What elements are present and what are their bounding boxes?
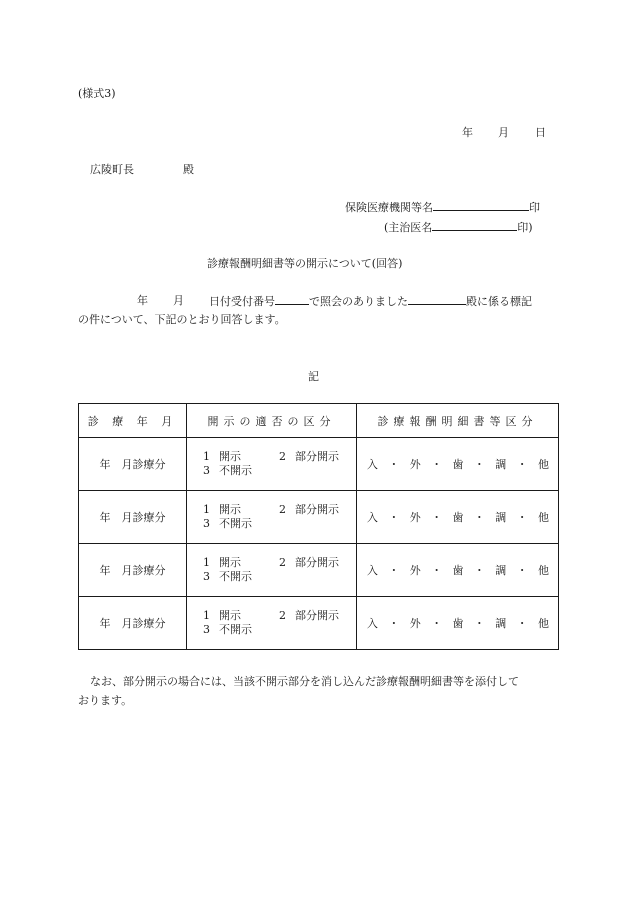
category-inpatient: 入: [367, 617, 378, 630]
body-line1-rest: [209, 292, 532, 309]
body-month: 月: [173, 294, 184, 307]
table-row: [79, 597, 559, 650]
option-number: 2: [279, 450, 286, 463]
doctor-label: (主治医名: [384, 221, 433, 234]
institution-line: [345, 198, 540, 215]
category-inpatient: 入: [367, 458, 378, 471]
separator: ・: [431, 564, 443, 577]
category-pharmacy: 調: [495, 617, 507, 630]
category-cell: [357, 597, 559, 650]
period-cell: 年 月診療分: [79, 438, 187, 491]
separator: ・: [431, 458, 443, 471]
separator: ・: [516, 617, 528, 630]
category-other: 他: [538, 458, 549, 471]
separator: ・: [473, 511, 485, 524]
separator: ・: [516, 564, 528, 577]
disclosure-options-cell: [187, 597, 357, 650]
disclosure-options-cell: [187, 438, 357, 491]
institution-name-blank: [433, 198, 529, 211]
category-dental: 歯: [452, 564, 464, 577]
category-dental: 歯: [452, 511, 464, 524]
option-nondisclose: 不開示: [219, 517, 252, 530]
option-number: 3: [203, 623, 210, 636]
option-number: 3: [203, 517, 210, 530]
disclosure-table: [78, 403, 559, 650]
body-line2: の件について、下記のとおり回答します。: [78, 313, 286, 326]
separator: ・: [516, 458, 528, 471]
addressee-name: 広陵町長: [90, 163, 134, 176]
category-outpatient: 外: [409, 458, 421, 471]
period-cell: 年 月診療分: [79, 597, 187, 650]
option-nondisclose: 不開示: [219, 623, 252, 636]
separator: ・: [431, 617, 443, 630]
date-month: 月: [498, 126, 509, 139]
period-cell: 年 月診療分: [79, 491, 187, 544]
category-cell: [357, 491, 559, 544]
institution-seal: 印: [529, 201, 540, 214]
table-row: [79, 438, 559, 491]
disclosure-options-cell: [187, 491, 357, 544]
category-pharmacy: 調: [495, 511, 507, 524]
receipt-number-blank: [275, 292, 309, 305]
addressee-honorific: 殿: [183, 163, 194, 176]
separator: ・: [516, 511, 528, 524]
category-pharmacy: 調: [495, 564, 507, 577]
option-disclose: 開示: [219, 503, 241, 516]
category-pharmacy: 調: [495, 458, 507, 471]
option-disclose: 開示: [219, 609, 241, 622]
option-partial: 部分開示: [295, 609, 339, 622]
table-row: [79, 544, 559, 597]
option-partial: 部分開示: [295, 450, 339, 463]
option-number: 1: [203, 609, 210, 622]
option-partial: 部分開示: [295, 503, 339, 516]
inquiry-text: で照会のありました: [309, 295, 408, 308]
option-number: 1: [203, 556, 210, 569]
body-year: 年: [137, 294, 148, 307]
receipt-label: 日付受付番号: [209, 295, 275, 308]
option-number: 2: [279, 503, 286, 516]
option-disclose: 開示: [219, 556, 241, 569]
header-category: 診療報酬明細書等区分: [357, 404, 559, 438]
note-line1: なお、部分開示の場合には、当該不開示部分を消し込んだ診療報酬明細書等を添付して: [90, 675, 519, 688]
option-nondisclose: 不開示: [219, 570, 252, 583]
category-other: 他: [538, 617, 549, 630]
option-number: 2: [279, 609, 286, 622]
document-title: 診療報酬明細書等の開示について(回答): [207, 257, 403, 270]
doctor-name-blank: [432, 218, 517, 231]
date-year: 年: [462, 126, 473, 139]
ki-heading: 記: [308, 370, 319, 383]
option-nondisclose: 不開示: [219, 464, 252, 477]
form-label: (様式3): [78, 87, 116, 100]
category-outpatient: 外: [409, 617, 421, 630]
option-disclose: 開示: [219, 450, 241, 463]
doctor-seal: 印): [517, 221, 533, 234]
table-header-row: [79, 404, 559, 438]
option-number: 1: [203, 503, 210, 516]
separator: ・: [473, 458, 485, 471]
category-inpatient: 入: [367, 511, 378, 524]
category-other: 他: [538, 511, 549, 524]
subject-text: 殿に係る標記: [466, 295, 532, 308]
date-day: 日: [535, 126, 546, 139]
separator: ・: [473, 617, 485, 630]
option-number: 2: [279, 556, 286, 569]
separator: ・: [388, 564, 400, 577]
category-outpatient: 外: [409, 564, 421, 577]
option-number: 1: [203, 450, 210, 463]
disclosure-options-cell: [187, 544, 357, 597]
option-number: 3: [203, 570, 210, 583]
separator: ・: [388, 617, 400, 630]
category-cell: [357, 438, 559, 491]
category-other: 他: [538, 564, 549, 577]
category-dental: 歯: [452, 458, 464, 471]
category-outpatient: 外: [409, 511, 421, 524]
table-row: [79, 491, 559, 544]
header-disclosure: 開示の適否の区分: [187, 404, 357, 438]
separator: ・: [473, 564, 485, 577]
period-cell: 年 月診療分: [79, 544, 187, 597]
header-period: 診 療 年 月: [79, 404, 187, 438]
separator: ・: [388, 458, 400, 471]
note-line2: おります。: [78, 694, 133, 707]
institution-label: 保険医療機関等名: [345, 201, 433, 214]
option-number: 3: [203, 464, 210, 477]
doctor-line: [384, 218, 533, 235]
patient-name-blank: [408, 292, 466, 305]
category-inpatient: 入: [367, 564, 378, 577]
separator: ・: [431, 511, 443, 524]
option-partial: 部分開示: [295, 556, 339, 569]
separator: ・: [388, 511, 400, 524]
category-dental: 歯: [452, 617, 464, 630]
category-cell: [357, 544, 559, 597]
